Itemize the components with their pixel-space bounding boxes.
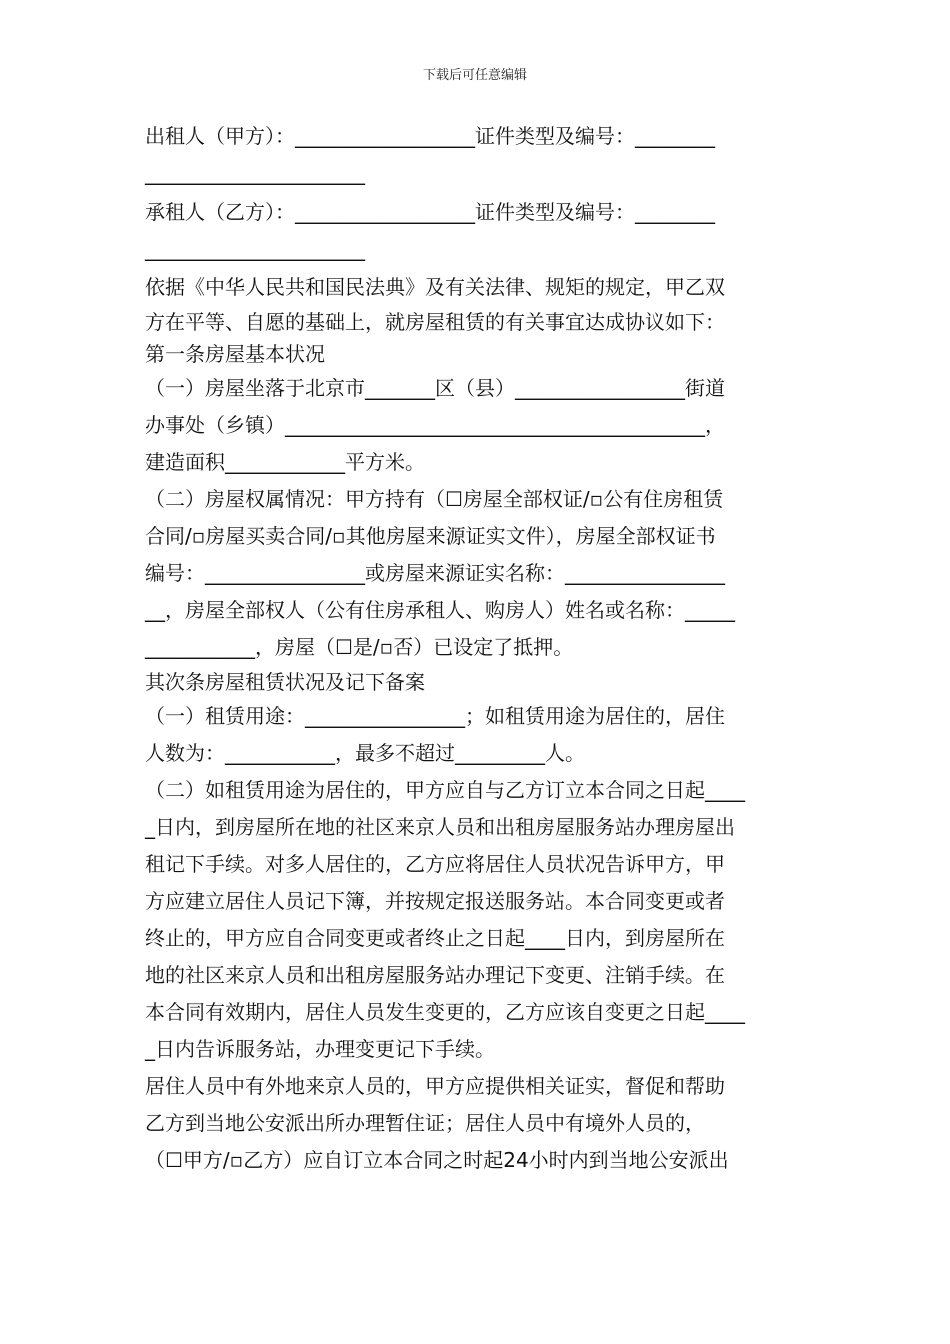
preamble-line-1: 依据《中华人民共和国民法典》及有关法律、规矩的规定，甲乙双 bbox=[145, 275, 725, 299]
page-header-note: 下载后可任意编辑 bbox=[422, 68, 527, 83]
article-2-item-2-line-3: 租记下手续。对多人居住的，乙方应将居住人员状况告诉甲方，甲 bbox=[145, 852, 725, 876]
residents-paragraph-line-3: （☐甲方/▫乙方）应自订立本合同之时起24小时内到当地公安派出 bbox=[145, 1148, 729, 1172]
article-2-item-2-line-4: 方应建立居住人员记下簿，并按规定报送服务站。本合同变更或者 bbox=[145, 889, 725, 913]
article-1-item-1-line-1: （一）房屋坐落于北京市_______区（县）_________________街道 bbox=[145, 376, 725, 400]
lessor-line: 出租人（甲方）：__________________证件类型及编号：________ bbox=[145, 124, 715, 148]
article-2-item-2-line-2: _日内，到房屋所在地的社区来京人员和出租房屋服务站办理房屋出 bbox=[145, 815, 735, 839]
article-2-item-2-line-1: （二）如租赁用途为居住的，甲方应自与乙方订立本合同之日起____ bbox=[145, 778, 745, 802]
article-2-item-2-line-7: 本合同有效期内，居住人员发生变更的，乙方应该自变更之日起____ bbox=[145, 1000, 745, 1024]
article-2-title: 其次条房屋租赁状况及记下备案 bbox=[145, 670, 425, 694]
article-1-item-2-line-2: 合同/▫房屋买卖合同/▫其他房屋来源证实文件），房屋全部权证书 bbox=[145, 524, 716, 548]
article-2-item-2-line-8: _日内告诉服务站，办理变更记下手续。 bbox=[145, 1037, 495, 1061]
article-2-item-1-line-1: （一）租赁用途：________________；如租赁用途为居住的，居住 bbox=[145, 704, 725, 728]
article-2-item-1-line-2: 人数为：___________，最多不超过_________人。 bbox=[145, 741, 585, 765]
preamble-line-2: 方在平等、自愿的基础上，就房屋租赁的有关事宜达成协议如下： bbox=[145, 310, 725, 334]
article-2-item-2-line-5: 终止的，甲方应自合同变更或者终止之日起____日内，到房屋所在 bbox=[145, 926, 725, 950]
lessor-line-cont: ______________________ bbox=[145, 161, 365, 185]
article-2-item-2-line-6: 地的社区来京人员和出租房屋服务站办理记下变更、注销手续。在 bbox=[145, 963, 725, 987]
residents-paragraph-line-2: 乙方到当地公安派出所办理暂住证；居住人员中有境外人员的， bbox=[145, 1111, 705, 1135]
article-1-item-1-line-3: 建造面积____________平方米。 bbox=[145, 450, 425, 474]
article-1-item-1-line-2: 办事处（乡镇）__________________________________________， bbox=[145, 413, 725, 437]
article-1-item-2-line-4: __，房屋全部权人（公有住房承租人、购房人）姓名或名称：_____ bbox=[145, 598, 735, 622]
article-1-title: 第一条房屋基本状况 bbox=[145, 342, 325, 366]
lessee-line: 承租人（乙方）：__________________证件类型及编号：________ bbox=[145, 200, 715, 224]
article-1-item-2-line-5: ___________，房屋（☐是/▫否）已设定了抵押。 bbox=[145, 635, 574, 659]
contract-body bbox=[145, 118, 810, 1179]
residents-paragraph-line-1: 居住人员中有外地来京人员的，甲方应提供相关证实，督促和帮助 bbox=[145, 1074, 725, 1098]
lessee-line-cont: ______________________ bbox=[145, 237, 365, 261]
article-1-item-2-line-3: 编号：________________或房屋来源证实名称：________________ bbox=[145, 561, 725, 585]
article-1-item-2-line-1: （二）房屋权属情况：甲方持有（☐房屋全部权证/▫公有住房租赁 bbox=[145, 487, 724, 511]
